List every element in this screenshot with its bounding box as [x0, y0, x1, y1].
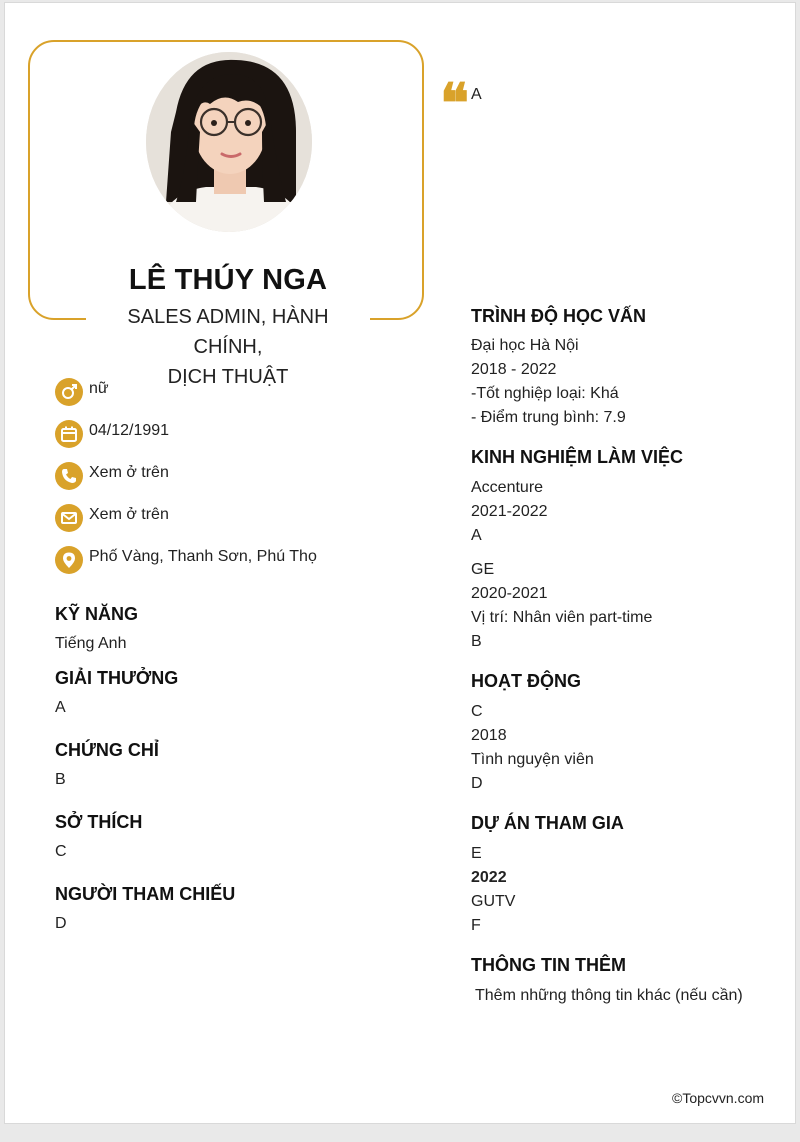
hobbies-item: C: [55, 843, 67, 860]
job-period: 2020-2021: [471, 585, 548, 602]
job-company: GE: [471, 561, 495, 578]
project-line: E: [471, 845, 482, 862]
extra-info-text: Thêm những thông tin khác (nếu cần): [475, 987, 743, 1004]
activity-role: Tình nguyện viên: [471, 751, 594, 768]
calendar-icon: [55, 420, 83, 448]
job-title-line1: SALES ADMIN, HÀNH CHÍNH,: [127, 306, 329, 358]
activities-title: HOẠT ĐỘNG: [471, 671, 581, 691]
avatar: [146, 52, 312, 232]
quote-icon: ❝: [440, 71, 470, 135]
contact-birthday: [55, 418, 169, 450]
footer-credit: ©Topcvvn.com: [672, 1090, 765, 1106]
references-title: NGƯỜI THAM CHIẾU: [55, 884, 236, 904]
activity-year: 2018: [471, 727, 507, 744]
skills-item: Tiếng Anh: [55, 635, 127, 652]
education-school: Đại học Hà Nội: [471, 337, 579, 354]
contact-phone: [55, 460, 169, 492]
hobbies-title: SỞ THÍCH: [55, 812, 143, 832]
education-title: TRÌNH ĐỘ HỌC VẤN: [471, 306, 646, 326]
job-description: B: [471, 633, 482, 650]
activity-line: D: [471, 775, 483, 792]
contact-address: [55, 544, 317, 576]
contact-gender: [55, 376, 109, 408]
project-year: 2022: [471, 869, 507, 886]
skills-title: KỸ NĂNG: [55, 604, 139, 624]
certificates-item: B: [55, 771, 66, 788]
address-text: Phố Vàng, Thanh Sơn, Phú Thọ: [89, 548, 317, 565]
job-description: A: [471, 527, 482, 544]
job-title: [86, 302, 370, 392]
quote-text: A: [471, 86, 482, 103]
job-title-line2: DỊCH THUẬT: [167, 366, 289, 388]
job-period: 2021-2022: [471, 503, 548, 520]
awards-item: A: [55, 699, 66, 716]
phone-text: Xem ở trên: [89, 464, 169, 481]
project-name: GUTV: [471, 893, 516, 910]
birthday-text: 04/12/1991: [89, 422, 170, 439]
awards-title: GIẢI THƯỞNG: [55, 668, 179, 688]
candidate-name: LÊ THÚY NGA: [128, 264, 328, 296]
projects-title: DỰ ÁN THAM GIA: [471, 813, 624, 833]
job-position: Vị trí: Nhân viên part-time: [471, 609, 653, 626]
extra-info-title: THÔNG TIN THÊM: [471, 955, 626, 975]
contact-email: [55, 502, 169, 534]
job-company: Accenture: [471, 479, 544, 496]
education-period: 2018 - 2022: [471, 361, 557, 378]
location-icon: [55, 546, 83, 574]
education-grade: -Tốt nghiệp loại: Khá: [471, 385, 619, 402]
activity-line: C: [471, 703, 483, 720]
project-line: F: [471, 917, 481, 934]
education-gpa: - Điểm trung bình: 7.9: [471, 409, 626, 426]
email-icon: [55, 504, 83, 532]
certificates-title: CHỨNG CHỈ: [55, 740, 159, 760]
gender-icon: [55, 378, 83, 406]
references-item: D: [55, 915, 67, 932]
experience-title: KINH NGHIỆM LÀM VIỆC: [471, 447, 684, 467]
email-text: Xem ở trên: [89, 506, 169, 523]
phone-icon: [55, 462, 83, 490]
gender-text: nữ: [89, 380, 109, 397]
